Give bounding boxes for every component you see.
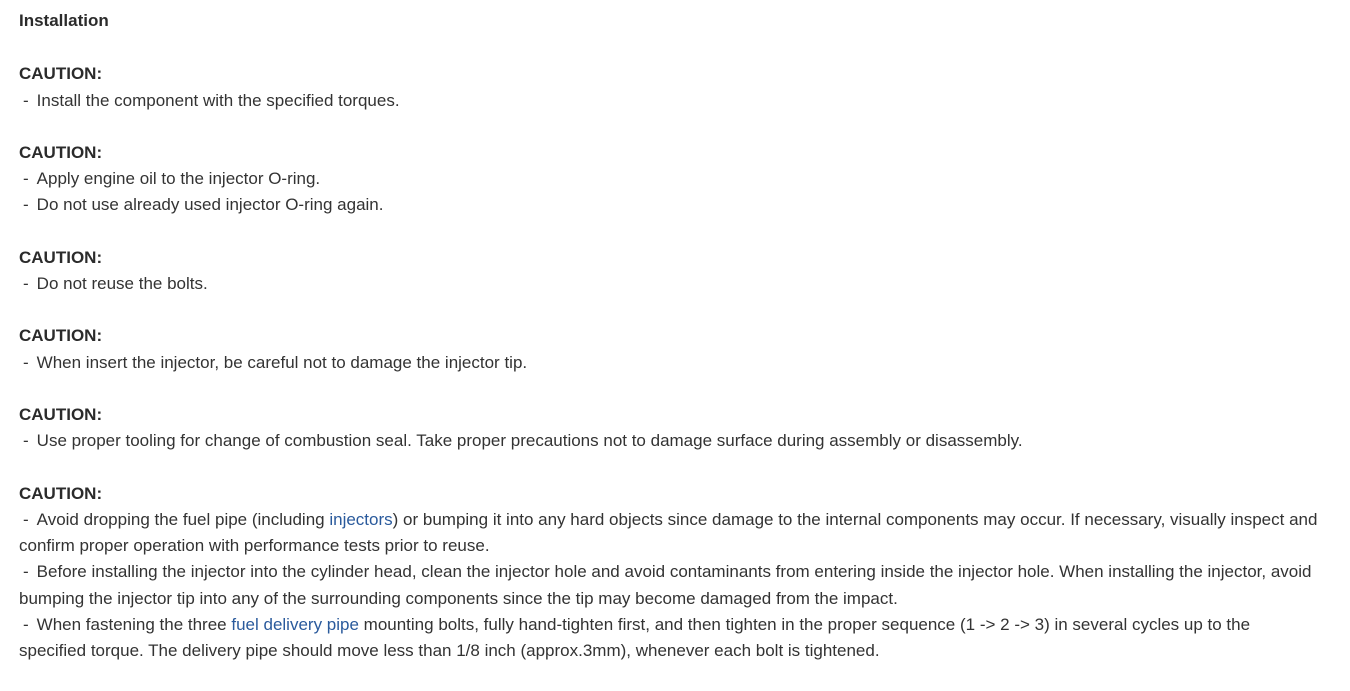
caution-block-5 — [19, 402, 1319, 455]
caution-item — [19, 428, 1319, 454]
caution-text-pre: Avoid dropping the fuel pipe (including — [36, 509, 330, 529]
caution-item — [19, 612, 1319, 665]
dash: - — [23, 274, 29, 294]
caution-text-post: ) or bumping it into any hard objects since damage to the internal components may occur. If necessary, visually inspect and confirm proper operation with performance tests prior to reuse. — [19, 509, 1318, 556]
caution-item — [19, 559, 1319, 612]
caution-text: Before installing the injector into the cylinder head, clean the injector hole and avoid contaminants from entering inside the injector hole. When installing the injector, avoid bumping the injector tip into any of the surrounding components since the tip may become damaged from the impact. — [19, 562, 1312, 608]
caution-text: When insert the injector, be careful not to damage the injector tip. — [36, 352, 528, 372]
caution-item — [19, 507, 1319, 560]
dash: - — [23, 562, 29, 582]
document — [19, 8, 1319, 691]
caution-item — [19, 192, 1319, 218]
caution-text-pre: When fastening the three — [36, 615, 232, 635]
caution-text: Install the component with the specified torques. — [36, 90, 400, 110]
dash: - — [23, 195, 29, 215]
caution-text: Apply engine oil to the injector O-ring. — [36, 169, 321, 189]
caution-label: CAUTION: — [19, 64, 103, 84]
caution-item — [19, 350, 1319, 376]
caution-label: CAUTION: — [19, 326, 103, 346]
caution-block-2 — [19, 140, 1319, 219]
caution-label: CAUTION: — [19, 142, 103, 162]
caution-block-1 — [19, 61, 1319, 114]
dash: - — [23, 431, 29, 451]
caution-text-post: mounting bolts, fully hand-tighten first, and then tighten in the proper sequence (1 -> 2 -> 3) in several cycles up to the specified torque. The delivery pipe should move less than 1/8 inch (approx.3mm), whenever each bolt is tightened. — [19, 615, 1251, 661]
caution-item — [19, 271, 1319, 297]
caution-text: Do not use already used injector O-ring again. — [36, 195, 384, 215]
dash: - — [23, 90, 29, 110]
caution-label: CAUTION: — [19, 483, 103, 503]
dash: - — [23, 615, 29, 635]
caution-text: Do not reuse the bolts. — [36, 274, 208, 294]
caution-item — [19, 88, 1319, 114]
fuel-delivery-pipe-link[interactable]: fuel delivery pipe — [231, 615, 359, 635]
section-title: Installation — [19, 11, 109, 30]
caution-label: CAUTION: — [19, 404, 103, 424]
caution-block-4 — [19, 323, 1319, 376]
caution-label: CAUTION: — [19, 247, 103, 267]
injectors-link[interactable]: injectors — [329, 509, 393, 529]
dash: - — [23, 509, 29, 529]
caution-text: Use proper tooling for change of combustion seal. Take proper precautions not to damage surface during assembly or disassembly. — [36, 431, 1023, 451]
dash: - — [23, 169, 29, 189]
caution-block-6 — [19, 481, 1319, 665]
dash: - — [23, 352, 29, 372]
caution-item — [19, 166, 1319, 192]
caution-block-3 — [19, 245, 1319, 298]
